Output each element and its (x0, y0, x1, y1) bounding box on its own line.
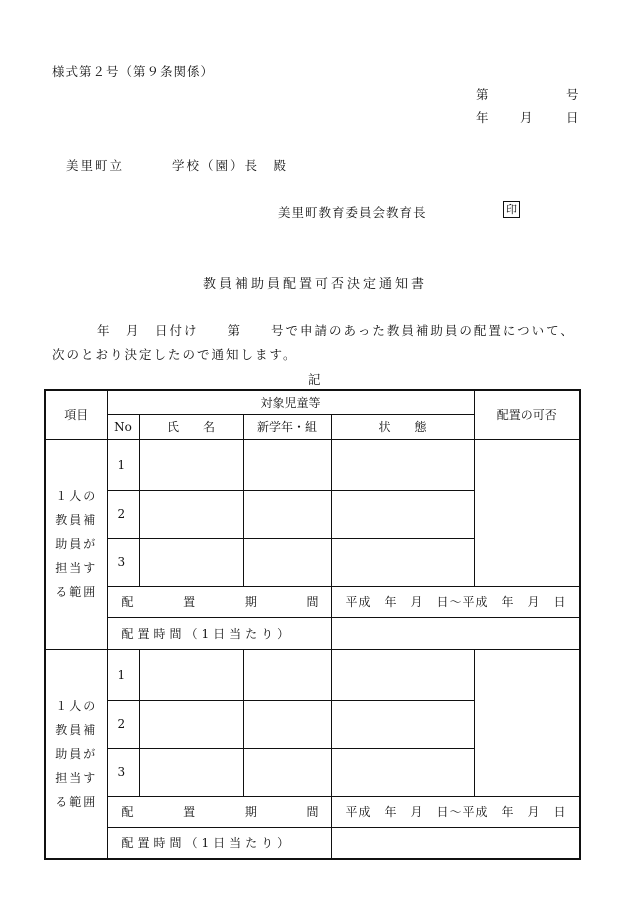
period-label: 配 置 期 間 (107, 586, 331, 617)
status-cell[interactable] (331, 649, 474, 700)
name-cell[interactable] (139, 700, 243, 748)
scope-label: １人の 教員補 助員が 担当す る範囲 (45, 439, 107, 649)
ki-heading: 記 (308, 372, 321, 387)
hours-label: 配置時間（1日当たり） (107, 827, 331, 859)
doc-number-dai: 第 (476, 87, 489, 102)
grade-cell[interactable] (243, 490, 331, 538)
hours-value[interactable] (331, 827, 580, 859)
date-year: 年 (476, 110, 489, 125)
header-name: 氏 名 (139, 414, 243, 439)
row-number: 3 (107, 538, 139, 586)
status-cell[interactable] (331, 748, 474, 796)
period-label: 配 置 期 間 (107, 796, 331, 827)
header-status: 状 態 (331, 414, 474, 439)
hours-value[interactable] (331, 617, 580, 649)
date-month: 月 (520, 110, 533, 125)
period-value[interactable]: 平成 年 月 日～平成 年 月 日 (331, 796, 580, 827)
allocation-table (44, 389, 581, 860)
addressee-town: 美里町立 (66, 158, 125, 173)
row-number: 2 (107, 490, 139, 538)
grade-cell[interactable] (243, 649, 331, 700)
date-day: 日 (566, 110, 579, 125)
body-line-1: 年 月 日付け 第 号で申請のあった教員補助員の配置について、 (97, 323, 575, 338)
header-grade: 新学年・組 (243, 414, 331, 439)
grade-cell[interactable] (243, 700, 331, 748)
row-number: 1 (107, 439, 139, 490)
status-cell[interactable] (331, 538, 474, 586)
scope-label: １人の 教員補 助員が 担当す る範囲 (45, 649, 107, 859)
grade-cell[interactable] (243, 748, 331, 796)
header-availability: 配置の可否 (474, 390, 580, 439)
header-item: 項目 (45, 390, 107, 439)
name-cell[interactable] (139, 439, 243, 490)
name-cell[interactable] (139, 748, 243, 796)
form-number: 様式第２号（第９条関係） (52, 64, 215, 79)
status-cell[interactable] (331, 700, 474, 748)
grade-cell[interactable] (243, 538, 331, 586)
doc-number-go: 号 (566, 87, 579, 102)
sender: 美里町教育委員会教育長 (278, 205, 427, 220)
document-title: 教員補助員配置可否決定通知書 (202, 277, 427, 292)
body-line-2: 次のとおり決定したので通知します。 (52, 347, 298, 362)
seal-stamp: 印 (503, 201, 520, 218)
availability-cell[interactable] (474, 649, 580, 796)
period-value[interactable]: 平成 年 月 日～平成 年 月 日 (331, 586, 580, 617)
status-cell[interactable] (331, 490, 474, 538)
header-target-group: 対象児童等 (107, 390, 474, 414)
status-cell[interactable] (331, 439, 474, 490)
header-no: No (107, 414, 139, 439)
name-cell[interactable] (139, 490, 243, 538)
hours-label: 配置時間（1日当たり） (107, 617, 331, 649)
row-number: 3 (107, 748, 139, 796)
grade-cell[interactable] (243, 439, 331, 490)
name-cell[interactable] (139, 649, 243, 700)
name-cell[interactable] (139, 538, 243, 586)
availability-cell[interactable] (474, 439, 580, 586)
addressee-school: 学校（園）長 殿 (172, 158, 289, 173)
row-number: 1 (107, 649, 139, 700)
row-number: 2 (107, 700, 139, 748)
